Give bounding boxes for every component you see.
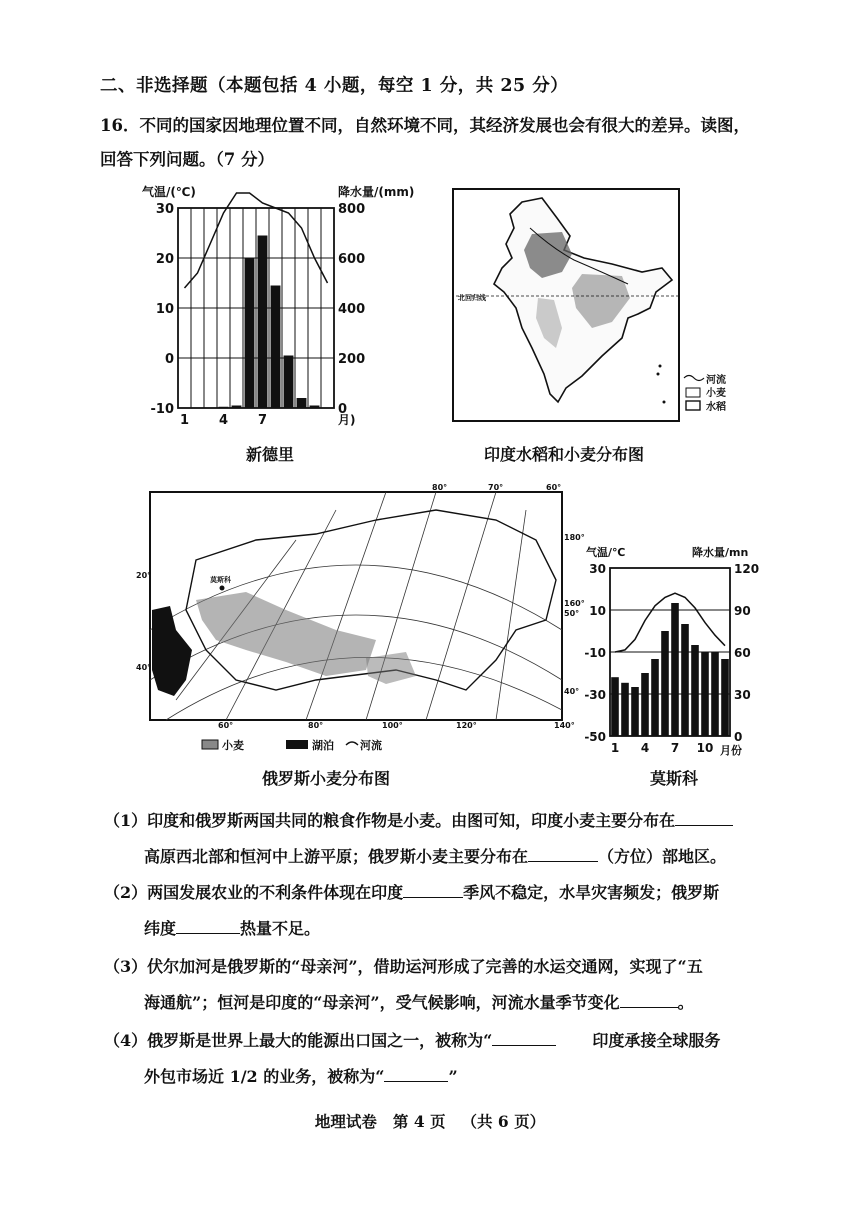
answer-blank-1a[interactable]: [675, 810, 733, 826]
x-tick: 1: [179, 413, 190, 428]
legend-river-icon: [346, 742, 358, 745]
caspian-black-sea: [152, 606, 192, 696]
tropic-label: 北回归线: [458, 294, 486, 302]
svg-text:80°: 80°: [308, 721, 324, 730]
svg-text:20°: 20°: [136, 571, 152, 580]
russia-map-caption: 俄罗斯小麦分布图: [262, 769, 391, 788]
svg-text:40°: 40°: [136, 663, 152, 672]
india-map-caption: 印度水稻和小麦分布图: [484, 445, 645, 464]
precipitation-bar-10: [297, 398, 307, 408]
y-left-tick: -50: [584, 730, 606, 744]
moscow-bars: [611, 603, 729, 736]
y-left-tick: 30: [155, 202, 174, 217]
answer-blank-3[interactable]: [620, 992, 678, 1008]
svg-text:120°: 120°: [456, 721, 477, 730]
svg-text:60°: 60°: [218, 721, 234, 730]
precipitation-bar-2: [621, 683, 629, 736]
y-left-tick: -30: [584, 688, 606, 702]
subquestion-1: （1）印度和俄罗斯两国共同的粮食作物是小麦。由图可知，印度小麦主要分布在: [104, 810, 733, 832]
y-right-tick: 60: [734, 646, 751, 660]
moscow-caption: 莫斯科: [650, 769, 699, 788]
legend-lake-icon: [286, 740, 308, 749]
y-right-tick: 400: [338, 302, 366, 317]
moscow-climate-chart: [580, 540, 780, 764]
legend-river-icon: [684, 376, 704, 381]
russia-legend-river: 河流: [360, 739, 382, 752]
precipitation-bar-5: [232, 406, 242, 409]
svg-text:180°: 180°: [564, 533, 585, 542]
legend-river-label: 河流: [706, 375, 726, 386]
svg-text:140°: 140°: [554, 721, 575, 730]
y-left-tick: 0: [164, 352, 174, 367]
svg-text:80°: 80°: [432, 483, 448, 492]
question-16-line1: 16．不同的国家因地理位置不同，自然环境不同，其经济发展也会有很大的差异。读图，: [100, 116, 750, 135]
subquestion-3: （3）伏尔加河是俄罗斯的“母亲河”，借助运河形成了完善的水运交通网，实现了“五: [104, 957, 703, 976]
precipitation-bar-9: [284, 356, 294, 409]
y-right-tick: 0: [338, 402, 348, 417]
y-right-tick: 600: [338, 252, 366, 267]
y-right-tick: 120: [734, 562, 760, 576]
precipitation-bar-11: [310, 406, 320, 409]
y-left-tick: 20: [155, 252, 174, 267]
precipitation-bar-8: [681, 624, 689, 736]
moscow-marker: [220, 586, 225, 591]
answer-blank-2b[interactable]: [176, 918, 240, 934]
precipitation-bar-10: [701, 652, 709, 736]
svg-text:60°: 60°: [546, 483, 562, 492]
new-delhi-caption: 新德里: [246, 445, 295, 464]
india-rice-wheat-map: [452, 188, 732, 424]
footer-total: （共 6 页）: [461, 1112, 546, 1131]
answer-blank-4b[interactable]: [384, 1066, 448, 1082]
moscow-y-right-label: 降水量/mn: [692, 546, 749, 559]
russia-legend-lake: 湖泊: [312, 739, 334, 752]
precipitation-bar-6: [245, 258, 255, 408]
subquestion-4: （4）俄罗斯是世界上最大的能源出口国之一，被称为“ 印度承接全球服务: [104, 1031, 721, 1050]
subquestion-3-cont: 海通航”；恒河是印度的“母亲河”，受气候影响，河流水量季节变化 。: [144, 993, 694, 1012]
new-delhi-y-right-label: 降水量/(mm): [338, 185, 415, 199]
y-right-tick: 90: [734, 604, 751, 618]
new-delhi-x-unit: 月): [338, 413, 356, 427]
y-left-tick: -10: [584, 646, 606, 660]
precipitation-bar-7: [671, 603, 679, 736]
moscow-x-unit: 月份: [720, 744, 742, 757]
y-left-tick: 10: [155, 302, 174, 317]
moscow-y-left-label: 气温/℃: [586, 546, 626, 559]
legend-rice-icon: [686, 401, 700, 410]
precipitation-bar-11: [711, 652, 719, 736]
y-right-tick: 200: [338, 352, 366, 367]
y-right-tick: 800: [338, 202, 366, 217]
precipitation-bar-3: [631, 687, 639, 736]
legend-rice-label: 水稻: [706, 402, 726, 413]
precipitation-bar-5: [651, 659, 659, 736]
new-delhi-grid: [178, 208, 334, 408]
page-footer: [0, 1110, 860, 1132]
question-16-line2: 回答下列问题。（7 分）: [100, 150, 274, 169]
russia-legend-wheat: 小麦: [222, 739, 244, 752]
precipitation-bar-9: [691, 645, 699, 736]
x-tick: 10: [696, 741, 714, 755]
precipitation-bar-4: [641, 673, 649, 736]
new-delhi-y-left-label: 气温/(℃): [142, 185, 196, 199]
subquestion-2-cont: 纬度 热量不足。: [144, 919, 321, 938]
answer-blank-2a[interactable]: [403, 882, 463, 898]
y-left-tick: -10: [150, 402, 174, 417]
answer-blank-4a[interactable]: [492, 1030, 556, 1046]
precipitation-bar-6: [661, 631, 669, 736]
legend-wheat-label: 小麦: [706, 388, 726, 399]
precipitation-bar-8: [271, 286, 281, 409]
russia-wheat-area-east: [366, 652, 416, 684]
subquestion-1-cont: 高原西北部和恒河中上游平原；俄罗斯小麦主要分布在 （方位）部地区。: [144, 847, 727, 866]
x-tick: 1: [610, 741, 620, 755]
footer-page: 第 4 页: [392, 1112, 446, 1131]
x-tick: 7: [670, 741, 680, 755]
legend-wheat-icon: [202, 740, 218, 749]
y-left-tick: 30: [589, 562, 606, 576]
svg-text:160°: 160°: [564, 599, 585, 608]
x-tick: 4: [640, 741, 650, 755]
footer-subject: 地理试卷: [314, 1112, 377, 1131]
svg-text:40°: 40°: [564, 687, 580, 696]
russia-wheat-map: [136, 480, 585, 752]
new-delhi-climate-chart: [140, 180, 415, 430]
y-left-tick: 10: [589, 604, 606, 618]
precipitation-bar-1: [611, 677, 619, 736]
y-right-tick: 0: [734, 730, 743, 744]
moscow-map-label: 莫斯科: [210, 576, 231, 584]
x-tick: 7: [257, 413, 268, 428]
x-tick: 4: [218, 413, 229, 428]
section-title: 二、非选择题（本题包括 4 小题，每空 1 分，共 25 分）: [100, 76, 569, 96]
legend-wheat-icon: [686, 388, 700, 397]
subquestion-2: （2）两国发展农业的不利条件体现在印度 季风不稳定，水旱灾害频发；俄罗斯: [104, 883, 720, 902]
precipitation-bar-12: [721, 659, 729, 736]
svg-text:50°: 50°: [564, 609, 580, 618]
precipitation-bar-4: [219, 407, 229, 408]
svg-text:70°: 70°: [488, 483, 504, 492]
moscow-temperature-line: [615, 593, 725, 652]
svg-text:100°: 100°: [382, 721, 403, 730]
answer-blank-1b[interactable]: [528, 846, 598, 862]
precipitation-bar-7: [258, 236, 268, 409]
y-right-tick: 30: [734, 688, 751, 702]
subquestion-4-cont: 外包市场近 1/2 的业务，被称为“ ”: [144, 1067, 458, 1086]
